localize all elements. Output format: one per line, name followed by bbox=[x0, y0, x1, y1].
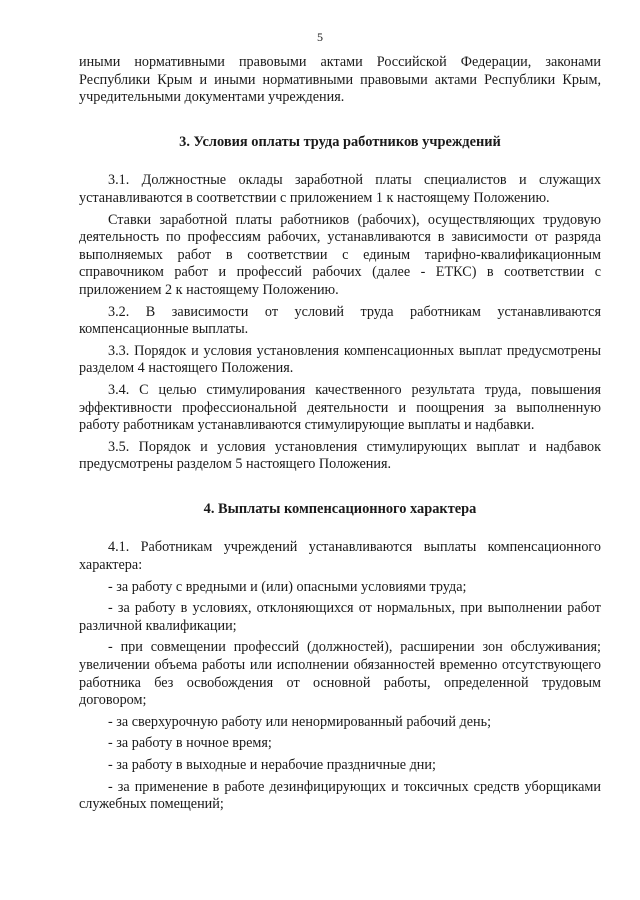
page-number: 5 bbox=[317, 30, 323, 44]
list-item: - за работу в условиях, отклоняющихся от нормальных, при выполнении работ различной квалификации; bbox=[79, 600, 601, 634]
paragraph-3-1: 3.1. Должностные оклады заработной платы специалистов и служащих устанавливаются в соответствии с приложением 1 к настоящему Положению. bbox=[79, 172, 601, 206]
paragraph-3-2: 3.2. В зависимости от условий труда работникам устанавливаются компенсационные выплаты. bbox=[79, 303, 601, 338]
list-item: - за работу в ночное время; bbox=[108, 735, 272, 752]
document-body bbox=[79, 54, 601, 814]
paragraph-3-4: 3.4. С целью стимулирования качественного результата труда, повышения эффективности профессиональной деятельности и поощрения за выполненную работу работникам устанавливаются стимулирующие выплаты и надбавки. bbox=[79, 381, 601, 434]
list-item: - за работу в выходные и нерабочие праздничные дни; bbox=[108, 757, 436, 773]
paragraph-3-5: 3.5. Порядок и условия установления стимулирующих выплат и надбавок предусмотрены разделом 5 настоящего Положения. bbox=[79, 438, 601, 473]
section-3-heading: 3. Условия оплаты труда работников учреждений bbox=[179, 133, 501, 150]
list-item: - при совмещении профессий (должностей), расширении зон обслуживания; увеличении объема работы или исполнении обязанностей временно отсутствующего работника без освобождения от основной работы, определенной трудовым договором; bbox=[79, 639, 601, 709]
paragraph-3-3: 3.3. Порядок и условия установления компенсационных выплат предусмотрены разделом 4 настоящего Положения. bbox=[79, 342, 601, 377]
list-item: - за применение в работе дезинфицирующих и токсичных средств уборщиками служебных помещений; bbox=[79, 778, 601, 813]
paragraph-4-1: 4.1. Работникам учреждений устанавливаются выплаты компенсационного характера: bbox=[79, 539, 601, 574]
paragraph-3-1-rates: Ставки заработной платы работников (рабочих), осуществляющих трудовую деятельность по профессиям рабочих, устанавливаются в зависимости от разряда выполняемых работ в соответствии с единым тарифно-квалификационным справочником работ и профессий рабочих (далее - ЕТКС) в соответствии с приложением 2 к настоящему Положению. bbox=[79, 211, 601, 298]
intro-paragraph: иными нормативными правовыми актами Российской Федерации, законами Республики Крым и иными нормативными правовыми актами Республики Крым, учредительными документами учреждения. bbox=[79, 54, 601, 106]
list-item: - за сверхурочную работу или ненормированный рабочий день; bbox=[108, 713, 492, 730]
section-4-heading: 4. Выплаты компенсационного характера bbox=[203, 500, 477, 517]
list-item: - за работу с вредными и (или) опасными условиями труда; bbox=[108, 578, 467, 595]
